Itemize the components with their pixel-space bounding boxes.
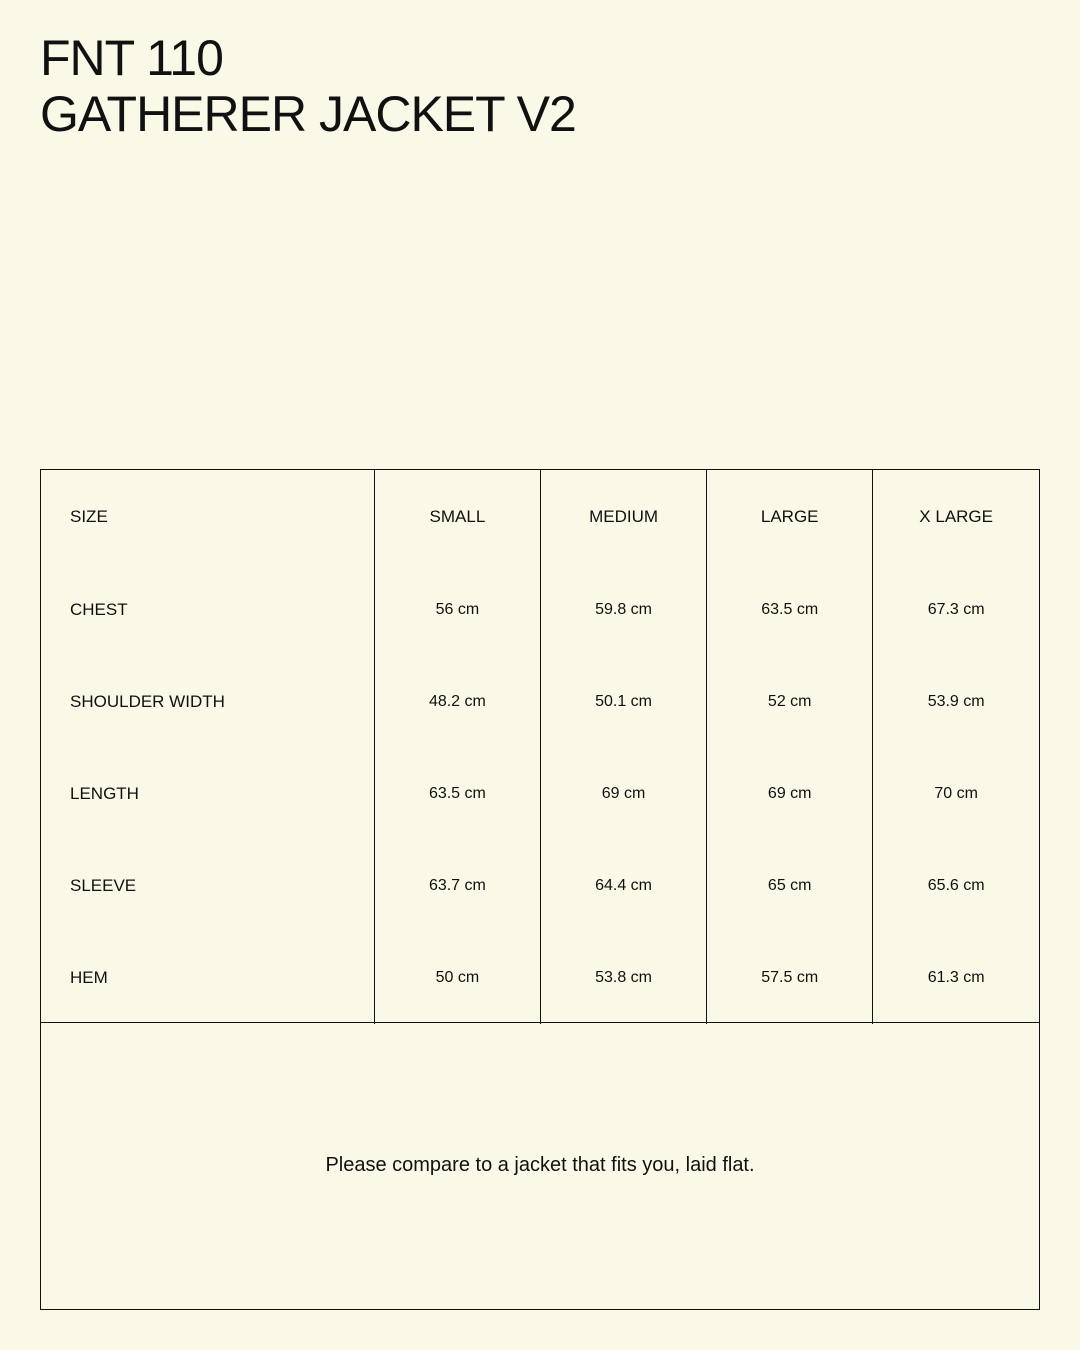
product-title [40,30,576,142]
table-cell: 53.8 cm [540,932,706,1024]
table-cell: 65 cm [707,840,873,932]
table-cell: 69 cm [540,748,706,840]
table-cell: 63.5 cm [374,748,540,840]
row-label-shoulder-width: SHOULDER WIDTH [70,692,225,711]
table-row [41,656,1039,748]
table-cell: 57.5 cm [707,932,873,1024]
table-cell: 50.1 cm [540,656,706,748]
table-row [41,840,1039,932]
note-section [41,1022,1039,1310]
table-header-row [41,470,1039,564]
table-cell: 69 cm [707,748,873,840]
table-cell: 59.8 cm [540,564,706,656]
table-cell: 61.3 cm [873,932,1039,1024]
header-cell-x-large: X LARGE [873,470,1039,564]
table-cell: 67.3 cm [873,564,1039,656]
header-cell-size: SIZE [70,507,108,526]
table-cell: 63.7 cm [374,840,540,932]
product-name: GATHERER JACKET V2 [40,86,576,142]
fit-note: Please compare to a jacket that fits you, laid flat. [325,1154,755,1176]
table-row [41,564,1039,656]
table-cell: 53.9 cm [873,656,1039,748]
table-row [41,932,1039,1024]
header-cell-small: SMALL [374,470,540,564]
table-cell: 65.6 cm [873,840,1039,932]
row-label-chest: CHEST [70,600,128,619]
table-row [41,748,1039,840]
table-cell: 70 cm [873,748,1039,840]
table-cell: 52 cm [707,656,873,748]
table-cell: 48.2 cm [374,656,540,748]
table-cell: 63.5 cm [707,564,873,656]
table-cell: 56 cm [374,564,540,656]
header-cell-medium: MEDIUM [540,470,706,564]
row-label-sleeve: SLEEVE [70,876,137,895]
row-label-length: LENGTH [70,784,139,803]
header-cell-large: LARGE [707,470,873,564]
row-label-hem: HEM [70,968,108,987]
table-cell: 50 cm [374,932,540,1024]
product-code: FNT 110 [40,30,223,86]
size-chart [40,469,1040,1310]
size-table [41,470,1039,1024]
table-cell: 64.4 cm [540,840,706,932]
